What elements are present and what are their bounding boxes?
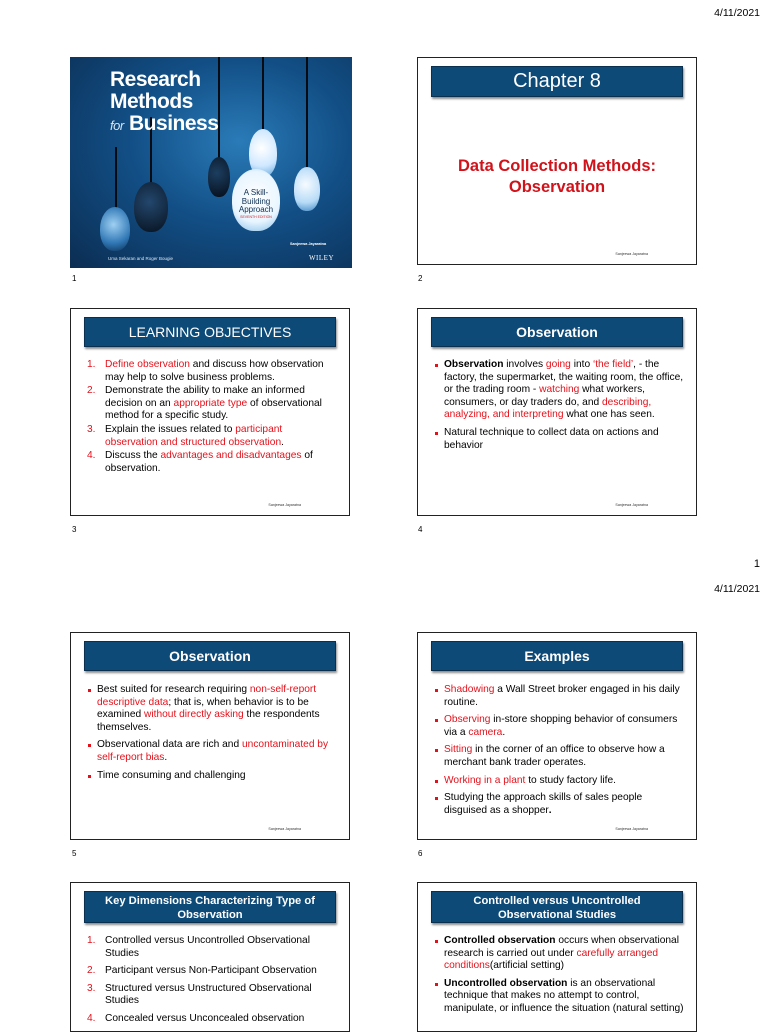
slide-cover [70, 57, 352, 268]
bullet-item [434, 744, 684, 769]
body-text: Observation [444, 359, 504, 370]
slide-body [434, 684, 684, 822]
slide-title: Observation [84, 641, 336, 671]
body-text: what one has seen. [563, 409, 655, 421]
bullet-item [434, 935, 684, 973]
bullet-item [434, 427, 684, 452]
objective-item [87, 424, 337, 449]
body-text: of observation. [105, 450, 313, 474]
page-number: 1 [753, 558, 760, 570]
slide-title: Examples [431, 641, 683, 671]
slide-chapter [417, 57, 697, 265]
chapter-subtitle-line: Data Collection Methods: [457, 157, 656, 175]
slide-title-line: Observation [177, 909, 243, 921]
book-title [110, 69, 218, 137]
objective-item [87, 385, 337, 423]
body-text: of observational method for a specific study. [105, 397, 322, 422]
slide-title: LEARNING OBJECTIVES [84, 317, 336, 347]
lightbulb-icon [100, 207, 130, 251]
cover-authors: Uma Sekaran and Roger Bougie [108, 256, 174, 261]
book-title-for: for [110, 118, 124, 133]
slide-number: 6 [418, 849, 423, 858]
chapter-subtitle-line: Observation [508, 178, 606, 196]
book-title-line: Methods [110, 90, 193, 113]
bullet-item [87, 739, 337, 764]
highlight-text: Shadowing [444, 684, 495, 695]
item-number: 4. [87, 450, 96, 462]
slide-observation-definition [417, 308, 697, 516]
dimension-item [87, 935, 337, 960]
body-text: is an observational technique that makes no attempt to control, manipulate, or influence the situation (natural setting) [444, 977, 684, 1014]
bullet-list [87, 684, 337, 782]
book-subtitle-line: Building [241, 196, 271, 206]
cover-editor: Sanjeewa Jayaratna [290, 242, 327, 246]
body-text: a Wall Street broker engaged in his daily routine. [444, 684, 680, 708]
bullet-item [87, 684, 337, 734]
slide-title: Observation [431, 317, 683, 347]
lightbulb-icon [208, 157, 230, 197]
bullet-item [87, 770, 337, 783]
slide-title: Chapter 8 [431, 66, 683, 97]
slide-examples [417, 632, 697, 840]
body-text: . [548, 804, 552, 816]
slide-footer: Sanjeewa Jayaratna [615, 503, 648, 507]
body-text: in-store shopping behavior of consumers via a [444, 714, 678, 738]
highlight-text: ‘the field’ [592, 359, 634, 370]
body-text: . [502, 726, 506, 738]
item-number: 2. [87, 965, 96, 977]
slide-footer: Sanjeewa Jayaratna [268, 827, 301, 831]
body-text: involves [503, 359, 546, 370]
slide-title-line: Controlled versus Uncontrolled [473, 895, 641, 907]
highlight-text: participant observation and structured observation [105, 423, 283, 448]
highlight-text: without directly asking [144, 709, 244, 721]
book-title-line: Business [129, 112, 219, 135]
body-text: Best suited for research requiring [97, 684, 250, 695]
body-text: what workers, consumers, or day traders do, and [444, 384, 646, 408]
body-text: into [570, 359, 593, 370]
body-text: Observational data are rich and [97, 739, 242, 751]
bullet-item [434, 684, 684, 709]
body-text: Controlled observation [444, 935, 556, 946]
bulb-wire [262, 57, 264, 132]
slide-controlled-vs-uncontrolled [417, 882, 697, 1032]
body-text: Natural technique to collect data on actions and behavior [444, 426, 659, 451]
slide-body [87, 935, 337, 1031]
highlight-text: describing, analyzing, and interpreting [444, 396, 652, 421]
slide-title [431, 891, 683, 923]
slide-footer: Sanjeewa Jayaratna [615, 827, 648, 831]
body-text: Time consuming and challenging [97, 769, 246, 781]
body-text: . [164, 751, 168, 763]
highlight-text: camera [468, 726, 503, 738]
highlight-text: watching [539, 384, 580, 396]
highlight-text: Working in a plant [444, 774, 526, 786]
body-text: Structured versus Unstructured Observational Studies [105, 982, 312, 1007]
bullet-item [434, 714, 684, 739]
body-text: . [281, 436, 284, 448]
body-text: Discuss the [105, 450, 161, 462]
objective-item [87, 359, 337, 384]
book-subtitle-line: Approach [238, 205, 274, 214]
slide-footer: Sanjeewa Jayaratna [615, 252, 648, 256]
slide-title-line: Key Dimensions Characterizing Type of [105, 895, 315, 907]
slide-number: 5 [72, 849, 77, 858]
body-text: (artificial setting) [489, 960, 565, 972]
bullet-list [434, 684, 684, 817]
bullet-item [434, 792, 684, 817]
book-subtitle-line: A Skill- [243, 188, 269, 197]
slide-body [87, 359, 337, 476]
highlight-text: appropriate type [173, 397, 248, 409]
body-text: Demonstrate the ability to make an informed decision on an [105, 385, 305, 409]
slide-number: 1 [72, 274, 77, 283]
bullet-item [434, 978, 684, 1016]
book-edition: SEVENTH EDITION [240, 214, 272, 219]
lightbulb-icon [134, 182, 168, 232]
body-text: to study factory life. [525, 774, 616, 786]
slide-key-dimensions [70, 882, 350, 1032]
book-subtitle [232, 189, 280, 220]
body-text: Explain the issues related to [105, 423, 236, 435]
highlight-text: advantages and disadvantages [160, 450, 302, 462]
slide-title-line: Observational Studies [497, 909, 617, 921]
body-text: Participant versus Non-Participant Observation [105, 965, 317, 977]
body-text: Studying the approach skills of sales people disguised as a shopper [444, 792, 643, 816]
slide-number: 4 [418, 525, 423, 534]
slide-observation-suited [70, 632, 350, 840]
page-date: 4/11/2021 [714, 583, 760, 595]
bullet-item [434, 359, 684, 422]
highlight-text: Sitting [444, 744, 473, 756]
lightbulb-icon [294, 167, 320, 211]
page-date: 4/11/2021 [714, 7, 760, 19]
body-text: ; that is, when behavior is to be examined [97, 696, 309, 721]
slide-number: 2 [418, 274, 423, 283]
body-text: , - the factory, the supermarket, the waiting room, the office, or the trading room - [444, 359, 684, 396]
bullet-list [434, 935, 684, 1016]
item-number: 2. [87, 385, 96, 397]
objective-item [87, 450, 337, 475]
body-text: in the corner of an office to observe how a merchant bank trader operates. [444, 744, 665, 768]
highlight-text: non-self-report descriptive data [97, 684, 317, 708]
slide-body [434, 935, 684, 1021]
item-number: 3. [87, 982, 96, 994]
bullet-item [434, 775, 684, 788]
item-number: 1. [87, 359, 96, 370]
slide-title [84, 891, 336, 923]
bulb-wire [306, 57, 308, 177]
highlight-text: Define observation [105, 359, 190, 370]
slide-number: 3 [72, 525, 77, 534]
slide-footer: Sanjeewa Jayaratna [268, 503, 301, 507]
highlight-text: going [545, 359, 571, 370]
publisher-logo: WILEY [308, 254, 334, 262]
body-text: and discuss how observation may help to solve business problems. [105, 359, 324, 383]
item-number: 3. [87, 423, 96, 435]
slide-learning-objectives [70, 308, 350, 516]
item-number: 4. [87, 1012, 96, 1024]
body-text: Concealed versus Unconcealed observation [105, 1012, 305, 1024]
dimension-item [87, 965, 337, 978]
body-text: the respondents themselves. [97, 709, 320, 733]
objectives-list [87, 359, 337, 475]
slide-body [434, 359, 684, 457]
body-text: Uncontrolled observation [444, 977, 568, 989]
dimensions-list [87, 935, 337, 1026]
bullet-list [434, 359, 684, 452]
highlight-text: Observing [444, 714, 491, 726]
highlight-text: carefully arranged conditions [444, 947, 659, 972]
highlight-text: uncontaminated by self-report bias [97, 739, 329, 763]
chapter-subtitle [418, 156, 696, 198]
item-number: 1. [87, 935, 96, 946]
slide-body [87, 684, 337, 787]
dimension-item [87, 983, 337, 1008]
body-text: Controlled versus Uncontrolled Observational Studies [105, 935, 310, 959]
body-text: occurs when observational research is carried out under [444, 935, 679, 959]
book-title-line: Research [110, 68, 201, 91]
